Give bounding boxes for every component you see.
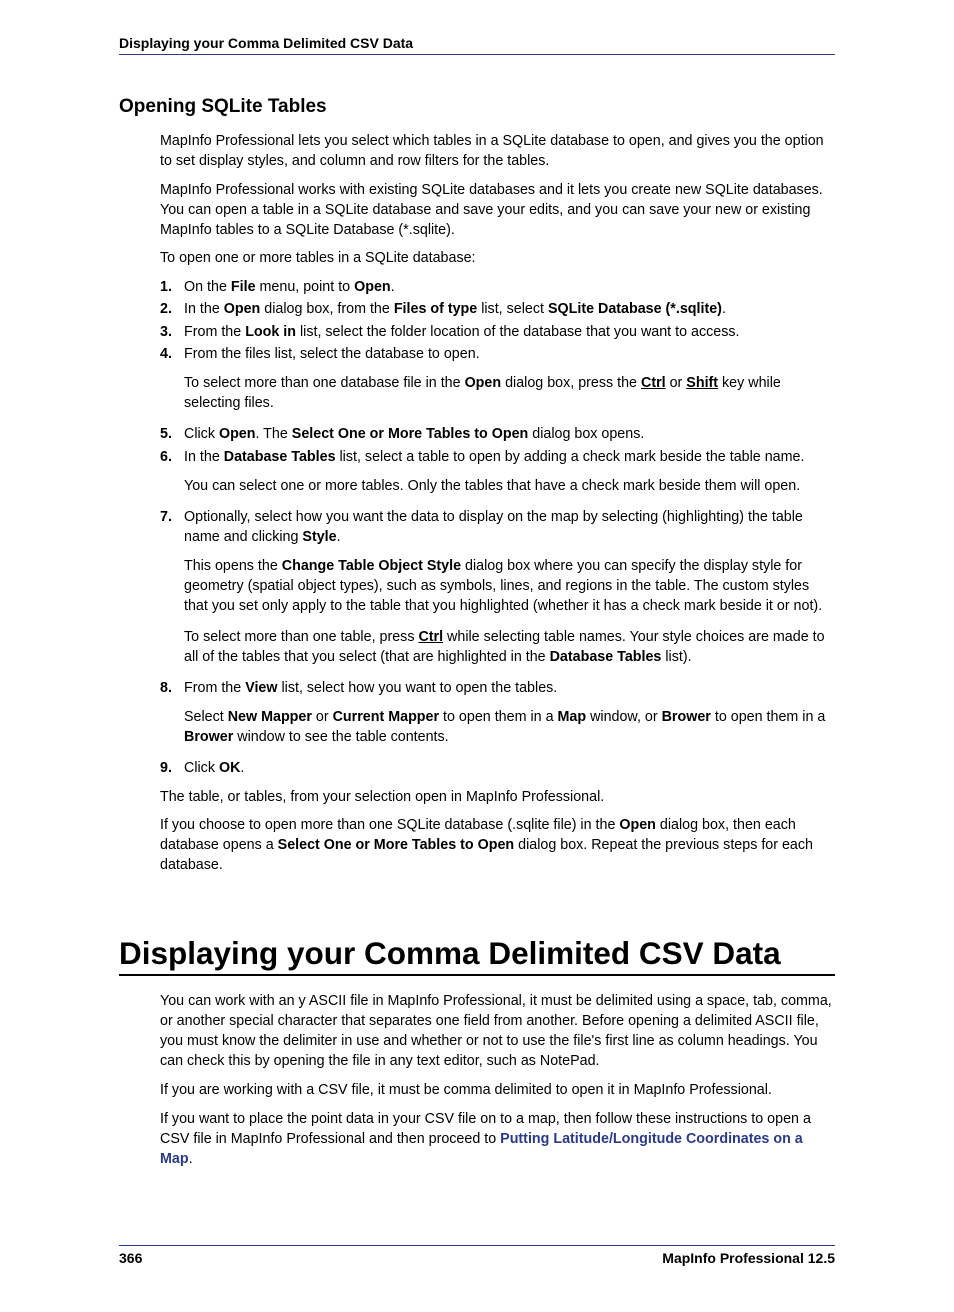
ui-term: File [230,278,256,295]
ui-term: View [245,679,278,696]
ui-term: Database Tables [549,648,662,665]
note-text: Select [184,708,228,725]
step-text: . [390,278,395,295]
key-name: Shift [686,375,719,391]
ui-term: Select One or More Tables to Open [277,837,515,853]
step-text: . [721,301,726,317]
steps-list [160,277,836,778]
chapter-paragraph-2: If you are working with a CSV file, it must be comma delimited to open it in MapInfo Professional. [160,1082,772,1098]
ui-term: Open [464,375,502,391]
ui-term: SQLite Database (*.sqlite) [547,301,722,317]
step-note [184,707,836,747]
note-text: dialog box where you can specify the display style for geometry (spatial object types), such as symbols, lines, and regions in the table. The custom styles that you set only apply to the table that you highlighted (whether it has a check mark beside it or not). [184,557,823,614]
step-number: 6. [160,448,172,465]
step-text: menu, point to [255,278,355,295]
ui-term: Map [557,708,587,725]
ui-term: Brower [661,708,711,725]
step-8 [160,678,836,747]
note-text: window, or [586,708,662,725]
ui-term: Select One or More Tables to Open [291,426,529,442]
step-number: 2. [160,301,172,317]
chapter-paragraph-3 [160,1109,836,1169]
step-note: You can select one or more tables. Only the tables that have a check mark beside them will open. [184,477,801,494]
ui-term: Open [354,278,391,295]
step-text: . [240,759,245,776]
ui-term: Style [302,528,337,545]
intro-paragraph-1: MapInfo Professional lets you select which tables in a SQLite database to open, and gives you the option to set display styles, and column and row filters for the tables. [160,133,824,169]
ui-term: Open [218,426,256,442]
footer-rule [119,1245,835,1246]
note-text: To select more than one table, press [184,628,419,645]
step-number: 9. [160,759,172,776]
step-text: list, select a table to open by adding a check mark beside the table name. [335,448,805,465]
ui-term: Brower [184,728,234,745]
step-7 [160,507,836,667]
ui-term: Change Table Object Style [281,557,462,574]
cross-reference-link[interactable]: Putting Latitude/Longitude Coordinates on a Map [160,1131,803,1167]
step-9 [160,758,836,778]
ui-term: Current Mapper [332,708,440,725]
step-text: From the files list, select the database to open. [184,346,480,362]
paragraph-text: If you want to place the point data in your CSV file on to a map, then follow these instructions to open a CSV file in MapInfo Professional and then proceed to [160,1111,811,1147]
note-text: to open them in a [439,708,558,725]
note-text: or [311,708,333,725]
steps-lead-in: To open one or more tables in a SQLite database: [160,250,476,266]
outro-paragraph-2 [160,815,836,875]
chapter-paragraph-1: You can work with an y ASCII file in MapInfo Professional, it must be delimited using a space, tab, comma, or another special character that separates one field from another. Before opening a delimited ASCII file, you must know the delimiter in use and whether or not to use the file's first line as column headings. You can check this by opening the file in any text editor, such as NotePad. [160,993,832,1069]
note-text: window to see the table contents. [233,728,449,745]
step-3 [160,322,836,342]
step-text: dialog box, from the [260,301,394,317]
step-text: In the [184,301,224,317]
step-text: On the [184,278,231,295]
chapter-body [160,991,836,1178]
note-text: or [665,375,687,391]
step-text: Click [184,426,219,442]
paragraph-text: dialog box. Repeat the previous steps for each database. [160,837,813,873]
paragraph-text: . [188,1151,193,1167]
step-text: list, select how you want to open the tables. [277,679,558,696]
ui-term: Database Tables [223,448,336,465]
step-text: In the [184,448,224,465]
step-2 [160,299,836,319]
page-number: 366 [119,1250,143,1266]
ui-term: Look in [245,323,297,340]
step-text: dialog box opens. [528,426,645,442]
ui-term: New Mapper [227,708,312,725]
step-number: 3. [160,323,172,340]
paragraph-text: If you choose to open more than one SQLite database (.sqlite file) in the [160,817,620,833]
step-text: Optionally, select how you want the data to display on the map by selecting (highlighting) the table name and clicking [184,508,803,545]
step-note [184,556,836,616]
section-body [160,131,836,884]
note-text: key while selecting files. [184,375,781,411]
section-title: Opening SQLite Tables [119,96,327,117]
step-6 [160,447,836,496]
step-note [184,373,836,413]
step-text: Click [184,759,219,776]
step-text: list, select the folder location of the database that you want to access. [296,323,740,340]
ui-term: Open [619,817,656,833]
step-1 [160,277,836,297]
step-note [184,627,836,667]
intro-paragraph-2: MapInfo Professional works with existing SQLite databases and it lets you create new SQLite databases. You can open a table in a SQLite database and save your edits, and you can save your new or existing MapInfo tables to a SQLite Database (*.sqlite). [160,181,823,238]
note-text: to open them in a [710,708,826,725]
footer-product: MapInfo Professional 12.5 [662,1250,835,1266]
outro-paragraph-1: The table, or tables, from your selection open in MapInfo Professional. [160,788,605,805]
step-text: list, select [477,301,548,317]
note-text: list). [661,648,692,665]
chapter-title: Displaying your Comma Delimited CSV Data [119,932,835,976]
ui-term: OK [218,759,241,776]
paragraph-text: dialog box, then each database opens a [160,817,796,853]
key-name: Ctrl [418,628,444,645]
key-name: Ctrl [641,375,666,391]
step-number: 8. [160,679,172,696]
note-text: dialog box, press the [501,375,641,391]
running-header [119,34,835,55]
step-text: . [336,528,341,545]
step-number: 1. [160,278,172,295]
step-number: 5. [160,426,172,442]
step-text: From the [184,679,246,696]
note-text: To select more than one database file in the [184,375,465,391]
step-text: . The [255,426,292,442]
ui-term: Open [223,301,261,317]
step-5 [160,424,836,444]
step-text: From the [184,323,246,340]
step-number: 7. [160,508,172,525]
step-number: 4. [160,346,172,362]
note-text: while selecting table names. Your style choices are made to all of the tables that you select (that are highlighted in the [184,628,825,665]
running-header-title: Displaying your Comma Delimited CSV Data [119,35,414,51]
ui-term: Files of type [393,301,478,317]
note-text: This opens the [184,557,282,574]
step-4 [160,344,836,413]
